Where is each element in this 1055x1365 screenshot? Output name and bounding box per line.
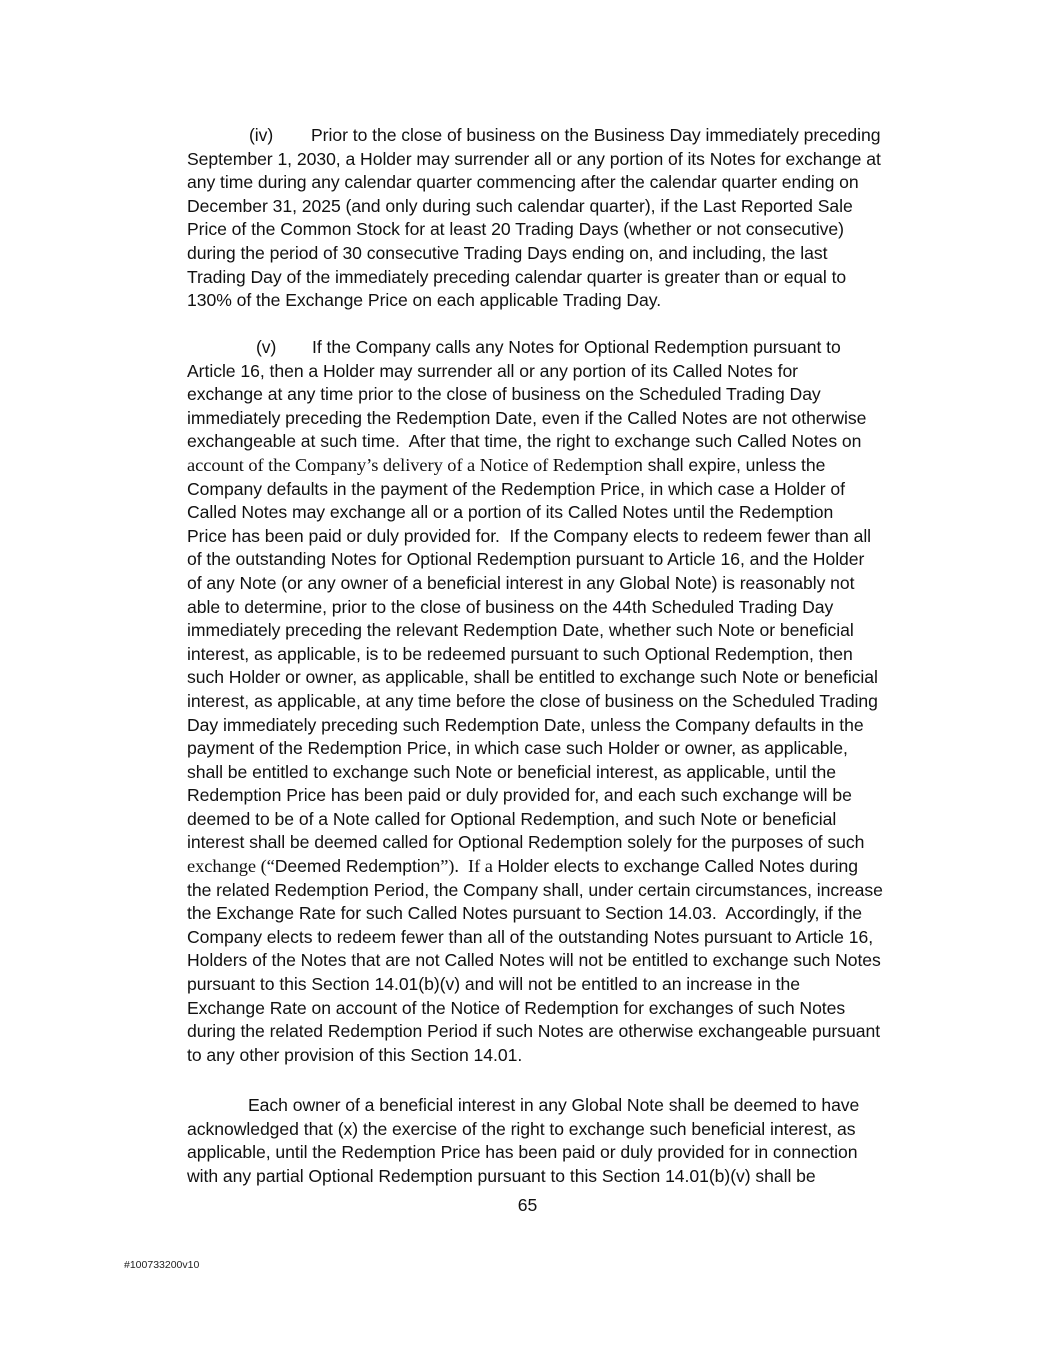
paragraph-line: acknowledged that (x) the exercise of the right to exchange such beneficial interest, as [187,1118,856,1139]
paragraph-line: immediately preceding the Redemption Date, even if the Called Notes are not otherwise [187,407,867,428]
paragraph-iv-line-1 [187,124,935,148]
paragraph-text: Prior to the close of business on the Business Day immediately preceding [311,125,881,145]
defined-term: Deemed Redemption [274,856,441,877]
paragraph-line: interest, as applicable, is to be redeemed pursuant to such Optional Redemption, then [187,643,853,664]
paragraph-line: Day immediately preceding such Redemption Date, unless the Company defaults in the [187,714,864,735]
page-number: 65 [517,1195,538,1215]
paragraph-line: of any Note (or any owner of a beneficial interest in any Global Note) is reasonably not [187,572,855,593]
paragraph-line: Called Notes may exchange all or a portion of its Called Notes until the Redemption [187,502,834,523]
paragraph-line: of the outstanding Notes for Optional Redemption pursuant to Article 16, and the Holder [187,549,865,570]
paragraph-v [187,336,935,1067]
paragraph-line: applicable, until the Redemption Price has been paid or duly provided for in connection [187,1142,858,1163]
sans-text: n shall expire, unless the [633,454,826,475]
document-id: #100733200v10 [124,1259,200,1271]
paragraph-marker: (iv) [249,125,274,145]
paragraph-line: interest, as applicable, at any time before the close of business on the Scheduled Trading [187,690,878,711]
paragraph-line: able to determine, prior to the close of business on the 44th Scheduled Trading Day [187,596,834,617]
paragraph-line: Article 16, then a Holder may surrender all or any portion of its Called Notes for [187,360,798,381]
serif-text: account of the Company’s delivery of a Notice of Redemptio [187,454,634,475]
paragraph-line: September 1, 2030, a Holder may surrender all or any portion of its Notes for exchange at [187,148,881,169]
paragraph-line: deemed to be of a Note called for Optional Redemption, and such Note or beneficial [187,808,837,829]
paragraph-line: Redemption Price has been paid or duly provided for, and each such exchange will be [187,785,852,806]
paragraph-line: Price of the Common Stock for at least 20 Trading Days (whether or not consecutive) [187,219,844,240]
paragraph-line: exchange at any time prior to the close of business on the Scheduled Trading Day [187,384,821,405]
sans-text: Holder elects to exchange Called Notes during [497,856,858,877]
paragraph-v-line-1 [187,336,935,360]
serif-text: ”). If a [440,856,498,877]
paragraph-line: Exchange Rate on account of the Notice of Redemption for exchanges of such Notes [187,997,846,1018]
paragraph-line: Price has been paid or duly provided for. If the Company elects to redeem fewer than all [187,525,872,546]
paragraph-line: during the related Redemption Period if such Notes are otherwise exchangeable pursuant [187,1021,881,1042]
paragraph-text: If the Company calls any Notes for Optional Redemption pursuant to [312,337,841,357]
paragraph-line: during the period of 30 consecutive Trading Days ending on, and including, the last [187,242,828,263]
paragraph-line: shall be entitled to exchange such Note or beneficial interest, as applicable, until the [187,761,836,782]
paragraph-line: pursuant to this Section 14.01(b)(v) and will not be entitled to an increase in the [187,974,800,995]
paragraph-line: Company elects to redeem fewer than all of the outstanding Notes pursuant to Article 16, [187,926,874,947]
paragraph-line: Holders of the Notes that are not Called Notes will not be entitled to exchange such Notes [187,950,881,971]
paragraph-line: with any partial Optional Redemption pursuant to this Section 14.01(b)(v) shall be [187,1165,816,1186]
paragraph-line: the Exchange Rate for such Called Notes pursuant to Section 14.03. Accordingly, if the [187,903,863,924]
paragraph-line: Trading Day of the immediately preceding calendar quarter is greater than or equal to [187,266,847,287]
paragraph-each-owner [187,1094,935,1188]
paragraph-line: immediately preceding the relevant Redemption Date, whether such Note or beneficial [187,620,854,641]
paragraph-line: 130% of the Exchange Price on each applicable Trading Day. [187,290,662,311]
paragraph-line: December 31, 2025 (and only during such calendar quarter), if the Last Reported Sale [187,195,853,216]
paragraph-line: the related Redemption Period, the Company shall, under certain circumstances, increase [187,879,883,900]
serif-text: exchange (“ [187,856,275,877]
paragraph-line-mixed [187,454,935,478]
paragraph-line-deemed-redemption [187,855,935,879]
paragraph-iv [187,124,935,313]
paragraph-marker: (v) [256,337,277,357]
paragraph-line-first: Each owner of a beneficial interest in any Global Note shall be deemed to have [248,1095,860,1115]
paragraph-line: any time during any calendar quarter commencing after the calendar quarter ending on [187,172,859,193]
paragraph-line: payment of the Redemption Price, in which case such Holder or owner, as applicable, [187,738,848,759]
paragraph-line: to any other provision of this Section 14.01. [187,1044,523,1065]
paragraph-line: Company defaults in the payment of the Redemption Price, in which case a Holder of [187,478,845,499]
paragraph-line: exchangeable at such time. After that time, the right to exchange such Called Notes on [187,431,862,452]
paragraph-line: such Holder or owner, as applicable, shall be entitled to exchange such Note or beneficial [187,667,878,688]
paragraph-line: interest shall be deemed called for Optional Redemption solely for the purposes of such [187,832,865,853]
